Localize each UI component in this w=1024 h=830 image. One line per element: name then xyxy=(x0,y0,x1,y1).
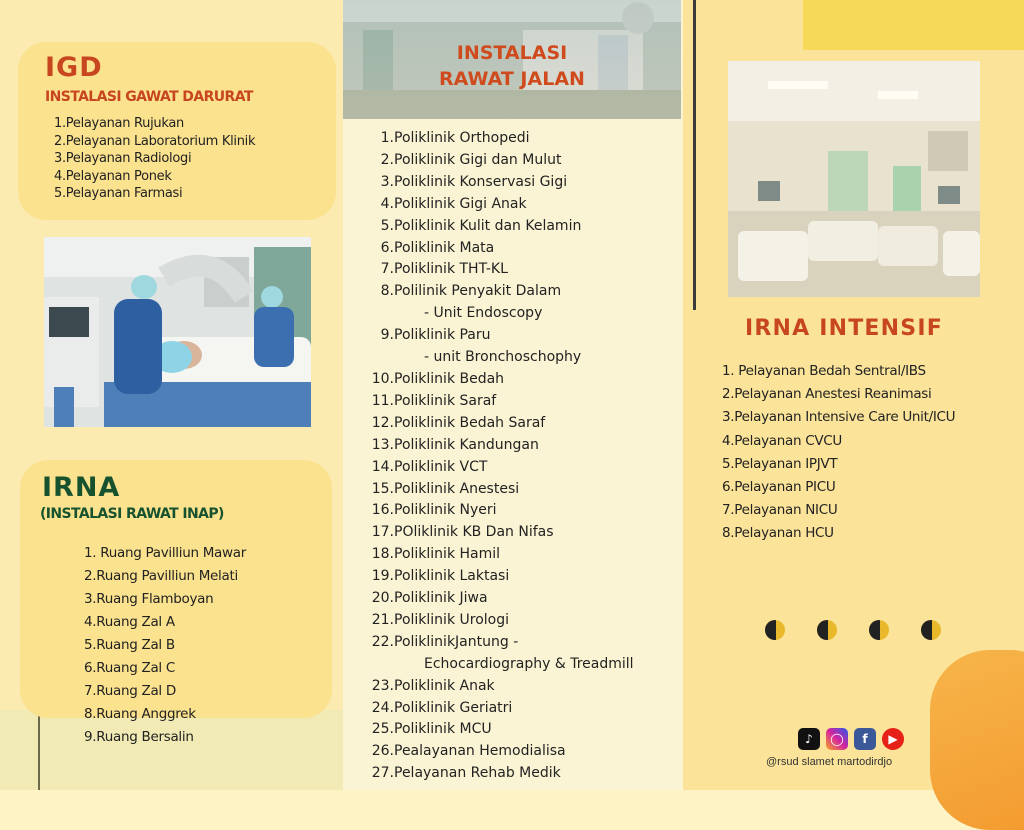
list-item-number: 27. xyxy=(371,765,394,782)
orange-blob-decoration xyxy=(930,650,1024,830)
list-item-number: 16. xyxy=(371,502,394,519)
list-item xyxy=(364,500,634,522)
list-item-text: Poliklinik Laktasi xyxy=(394,568,510,585)
dot-decoration xyxy=(817,620,837,640)
list-item-text: Poliklinik Saraf xyxy=(394,392,497,409)
list-item: 8.Pelayanan HCU xyxy=(722,525,834,542)
dot-decoration xyxy=(869,620,889,640)
list-item xyxy=(364,763,634,785)
list-item xyxy=(364,128,634,150)
list-item xyxy=(364,194,634,216)
list-item xyxy=(364,544,634,566)
list-item-number: 13. xyxy=(371,436,394,453)
list-item xyxy=(364,281,634,303)
irna-intensif-list xyxy=(722,360,955,546)
list-item-number: 6. xyxy=(380,239,394,256)
list-item xyxy=(364,566,634,588)
rawat-jalan-title-line2: RAWAT JALAN xyxy=(439,68,585,90)
list-item: 1.Pelayanan Rujukan xyxy=(54,116,184,131)
list-item-text: Poliklinik Konservasi Gigi xyxy=(394,173,568,190)
list-item xyxy=(364,676,634,698)
list-item-text: Poliklinik Bedah Saraf xyxy=(394,414,546,431)
list-item-number: 15. xyxy=(371,480,394,497)
list-item-number: 11. xyxy=(371,392,394,409)
list-item-number: 18. xyxy=(371,546,394,563)
list-item-number: 26. xyxy=(371,743,394,760)
list-item xyxy=(364,325,634,347)
irna-intensif-title: IRNA INTENSIF xyxy=(745,316,943,341)
list-item-number: 23. xyxy=(371,677,394,694)
list-item: 5.Pelayanan Farmasi xyxy=(54,186,183,201)
list-item-text: Poliklinik Orthopedi xyxy=(394,130,530,146)
list-item-text: Poliklinik Gigi dan Mulut xyxy=(394,151,562,168)
list-item-number: 9. xyxy=(380,327,394,344)
igd-title: IGD xyxy=(45,52,103,83)
list-item-number: 24. xyxy=(371,699,394,716)
list-item: 7.Ruang Zal D xyxy=(84,683,176,699)
list-item: 6.Ruang Zal C xyxy=(84,660,175,676)
list-item-number: 8. xyxy=(380,283,394,300)
list-item-text: Poliklinik Hamil xyxy=(394,546,501,563)
list-item-number: 22. xyxy=(371,633,394,650)
list-item-text: Polilinik Penyakit Dalam xyxy=(394,283,562,300)
list-item: 3.Pelayanan Intensive Care Unit/ICU xyxy=(722,409,956,426)
list-item xyxy=(364,522,634,544)
list-item-text: - Unit Endoscopy xyxy=(424,305,543,322)
operating-room-photo xyxy=(44,237,311,427)
igd-service-list xyxy=(54,115,255,203)
list-item xyxy=(364,588,634,610)
list-item: 3.Ruang Flamboyan xyxy=(84,591,214,607)
list-item xyxy=(364,259,634,281)
list-item-text: Pelayanan Rehab Medik xyxy=(394,765,561,782)
list-item-text: Poliklinik VCT xyxy=(394,458,488,475)
social-handle: @rsud slamet martodirdjo xyxy=(766,756,893,768)
list-item-text: Poliklinik Gigi Anak xyxy=(394,195,527,212)
list-item-number: 19. xyxy=(371,568,394,585)
list-item-number: 3. xyxy=(380,173,394,190)
dot-decoration xyxy=(921,620,941,640)
facebook-icon[interactable]: f xyxy=(854,728,876,750)
list-item xyxy=(364,435,634,457)
list-item xyxy=(364,457,634,479)
list-item xyxy=(364,610,634,632)
list-item-text: Poliklinik Urologi xyxy=(394,611,509,628)
list-item-text: Poliklinik Bedah xyxy=(394,370,505,387)
list-item: 9.Ruang Bersalin xyxy=(84,729,194,745)
list-item xyxy=(364,303,634,325)
tiktok-icon[interactable]: ♪ xyxy=(798,728,820,750)
irna-subtitle: (INSTALASI RAWAT INAP) xyxy=(40,506,224,522)
column-divider xyxy=(693,0,696,310)
list-item xyxy=(364,172,634,194)
list-item xyxy=(364,216,634,238)
list-item-text: Poliklinik Kulit dan Kelamin xyxy=(394,217,582,234)
list-item-text: Poliklinik THT-KL xyxy=(394,261,508,278)
list-item xyxy=(364,479,634,501)
list-item xyxy=(364,413,634,435)
list-item xyxy=(364,347,634,369)
list-item-number: 7. xyxy=(380,261,394,278)
list-item xyxy=(364,150,634,172)
list-item-text: Poliklinik Geriatri xyxy=(394,699,513,716)
list-item xyxy=(364,654,634,676)
list-item-text: Poliklinik Jiwa xyxy=(394,590,488,607)
list-item-number: 17. xyxy=(371,524,394,541)
list-item: 5.Ruang Zal B xyxy=(84,637,175,653)
list-item-number: 1. xyxy=(380,130,394,146)
list-item: 8.Ruang Anggrek xyxy=(84,706,196,722)
list-item: 2.Pelayanan Laboratorium Klinik xyxy=(54,133,256,149)
list-item: 2.Ruang Pavilliun Melati xyxy=(84,568,238,584)
list-item: 2.Pelayanan Anestesi Reanimasi xyxy=(722,386,932,403)
list-item: 3.Pelayanan Radiologi xyxy=(54,151,192,166)
list-item-text: Poliklinik Paru xyxy=(394,327,491,344)
list-item xyxy=(364,698,634,720)
irna-room-list xyxy=(84,542,246,749)
list-item-text: Poliklinik MCU xyxy=(394,721,492,738)
list-item: 1. Pelayanan Bedah Sentral/IBS xyxy=(722,363,926,379)
list-item-text: Poliklinik Anak xyxy=(394,677,495,694)
list-item-number: 4. xyxy=(380,195,394,212)
list-item-number: 12. xyxy=(371,414,394,431)
list-item-text: Poliklinik Kandungan xyxy=(394,436,539,453)
list-item-text: PoliklinikJantung - xyxy=(394,633,519,650)
list-item-text: Poliklinik Anestesi xyxy=(394,480,520,497)
list-item xyxy=(364,719,634,741)
list-item-number: 10. xyxy=(371,370,394,387)
list-item-text: - unit Bronchoschophy xyxy=(424,349,582,366)
list-item-number: 14. xyxy=(371,458,394,475)
list-item: 6.Pelayanan PICU xyxy=(722,479,836,496)
list-item: 4.Pelayanan CVCU xyxy=(722,432,842,449)
rawat-jalan-title-line1: INSTALASI xyxy=(456,42,568,64)
list-item xyxy=(364,391,634,413)
list-item: 1. Ruang Pavilliun Mawar xyxy=(84,545,246,561)
icu-ward-photo xyxy=(728,61,980,297)
list-item-number: 21. xyxy=(371,611,394,628)
list-item: 4.Pelayanan Ponek xyxy=(54,168,172,184)
list-item xyxy=(364,632,634,654)
list-item-number: 5. xyxy=(380,217,394,234)
list-item: 4.Ruang Zal A xyxy=(84,614,175,630)
list-item: 7.Pelayanan NICU xyxy=(722,502,838,519)
corner-decoration xyxy=(803,0,1024,50)
list-item: 5.Pelayanan IPJVT xyxy=(722,455,838,472)
rawat-jalan-clinic-list xyxy=(364,128,634,785)
list-item xyxy=(364,238,634,260)
list-item xyxy=(364,741,634,763)
list-item-text: Poliklinik Mata xyxy=(394,239,495,256)
list-item xyxy=(364,369,634,391)
igd-subtitle: INSTALASI GAWAT DARURAT xyxy=(45,89,253,105)
decorative-dots xyxy=(765,620,945,642)
list-item-text: Pealayanan Hemodialisa xyxy=(394,743,566,760)
list-item-text: Echocardiography & Treadmill xyxy=(424,655,634,672)
instagram-icon[interactable]: ◯ xyxy=(826,728,848,750)
youtube-icon[interactable]: ▶ xyxy=(882,728,904,750)
list-item-number: 20. xyxy=(371,590,394,607)
dot-decoration xyxy=(765,620,785,640)
list-item-text: POliklinik KB Dan Nifas xyxy=(394,524,554,541)
list-item-number: 25. xyxy=(371,721,394,738)
social-icons xyxy=(798,728,904,750)
irna-title: IRNA xyxy=(42,472,121,503)
rawat-jalan-banner xyxy=(343,0,681,119)
list-item-text: Poliklinik Nyeri xyxy=(394,502,497,519)
list-item-number: 2. xyxy=(380,151,394,168)
